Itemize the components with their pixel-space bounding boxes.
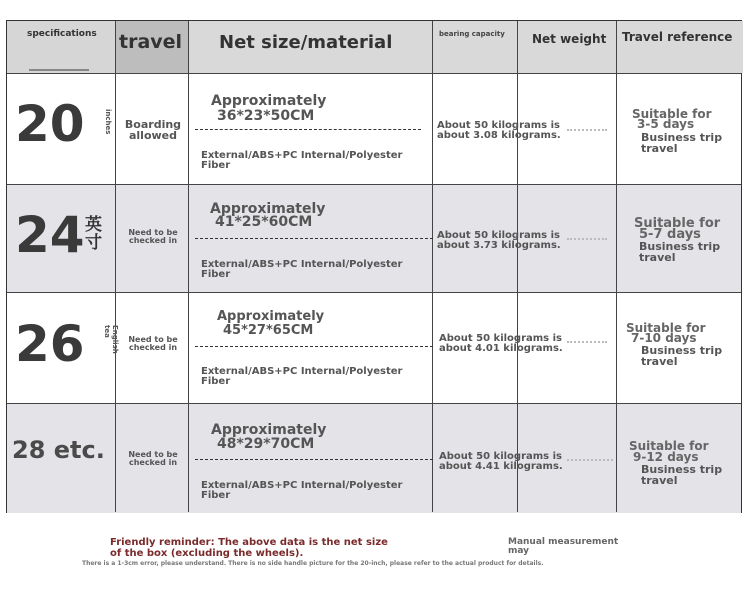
column-divider	[188, 21, 189, 512]
header-specifications: specifications	[27, 29, 97, 39]
purpose: Business trip travel	[641, 344, 723, 368]
header-net-size: Net size/material	[219, 32, 393, 53]
column-divider	[616, 21, 617, 512]
column-divider	[517, 21, 518, 512]
dashed-divider	[195, 129, 421, 130]
travel-status: Boarding allowed	[124, 118, 182, 142]
suitable-label: Suitable for	[632, 107, 712, 121]
error-note: There is a 1-3cm error, please understand. There is no side handle picture for the 20-inch, please refer to the actual product for details.	[82, 560, 544, 567]
column-divider	[432, 21, 433, 512]
material: External/ABS+PC Internal/Polyester Fiber	[201, 480, 403, 501]
header-bearing-capacity: bearing capacity	[439, 30, 505, 38]
manual-measurement-note: Manual measurement may	[508, 537, 619, 557]
bearing-capacity: About 50 kilograms is about 4.41 kilograms.	[439, 451, 563, 472]
bearing-capacity: About 50 kilograms is about 4.01 kilograms.	[439, 333, 563, 354]
days-range: 5-7 days	[639, 227, 701, 242]
suitable-label: Suitable for	[626, 321, 706, 335]
header-travel: travel	[119, 31, 183, 53]
purpose: Business trip travel	[641, 463, 723, 487]
friendly-reminder: Friendly reminder: The above data is the net size of the box (excluding the wheels).	[110, 537, 388, 559]
dashed-divider	[195, 459, 433, 460]
row-divider	[7, 73, 741, 74]
bearing-capacity: About 50 kilograms is about 3.08 kilograms.	[437, 120, 561, 141]
faint-dash	[567, 238, 607, 240]
dimensions: 48*29*70CM	[217, 436, 315, 452]
header-cell-bearing	[433, 21, 517, 73]
size-unit: English tea	[103, 325, 119, 354]
header-cell-net-weight	[518, 21, 616, 73]
row-divider	[7, 184, 741, 185]
travel-status: Need to be checked in	[128, 228, 178, 245]
approximately-label: Approximately	[217, 309, 325, 324]
size-value: 26	[15, 315, 85, 373]
row-divider	[7, 403, 741, 404]
suitable-label: Suitable for	[629, 439, 709, 453]
approximately-label: Approximately	[211, 422, 327, 438]
dimensions: 36*23*50CM	[217, 108, 315, 124]
faint-dash	[567, 459, 613, 461]
header-cell-travel-reference	[617, 21, 743, 73]
size-value: 28 etc.	[12, 436, 105, 464]
approximately-label: Approximately	[210, 201, 326, 217]
dashed-divider	[195, 238, 433, 239]
material: External/ABS+PC Internal/Polyester Fiber	[201, 259, 403, 280]
bearing-capacity: About 50 kilograms is about 3.73 kilograms.	[437, 230, 561, 251]
purpose: Business trip travel	[639, 240, 721, 264]
dimensions: 45*27*65CM	[223, 323, 314, 338]
material: External/ABS+PC Internal/Polyester Fiber	[201, 366, 403, 387]
size-unit: inches	[104, 109, 112, 135]
specifications-table	[6, 20, 742, 513]
approximately-label: Approximately	[211, 93, 327, 109]
row-divider	[7, 292, 741, 293]
column-divider	[115, 21, 116, 512]
header-net-weight: Net weight	[532, 32, 607, 46]
material: External/ABS+PC Internal/Polyester Fiber	[201, 150, 403, 171]
header-underline	[29, 69, 89, 71]
travel-status: Need to be checked in	[128, 450, 178, 467]
travel-status: Need to be checked in	[128, 335, 178, 352]
dimensions: 41*25*60CM	[215, 214, 313, 230]
days-range: 3-5 days	[637, 117, 695, 131]
size-unit: 英寸	[85, 215, 102, 253]
days-range: 7-10 days	[631, 331, 697, 345]
suitable-label: Suitable for	[634, 216, 721, 231]
size-value: 20	[15, 95, 85, 153]
size-value: 24	[15, 206, 85, 264]
faint-dash	[567, 341, 607, 343]
header-travel-reference: Travel reference	[622, 30, 733, 44]
dashed-divider	[195, 346, 433, 347]
faint-dash	[567, 129, 607, 131]
purpose: Business trip travel	[641, 131, 723, 155]
days-range: 9-12 days	[633, 450, 699, 464]
